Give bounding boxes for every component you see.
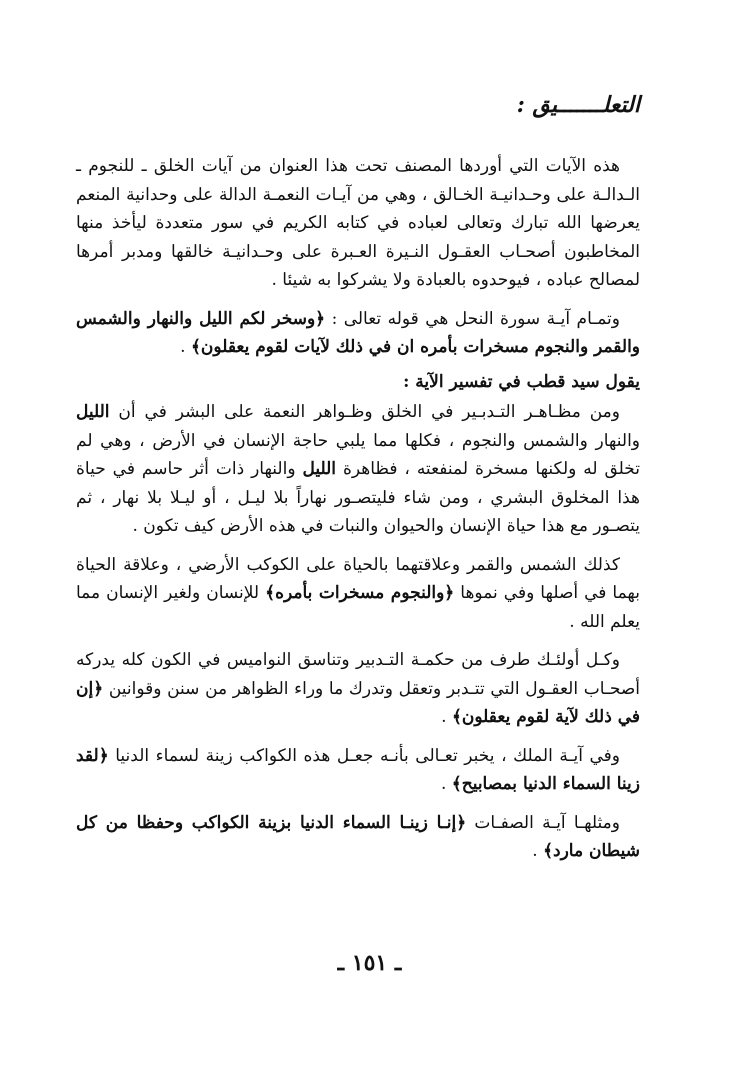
paragraph-7-text-a: ومثلهـا آيـة الصفـات [466, 812, 620, 833]
section-heading: التعلـــــــيق : [516, 92, 640, 118]
paragraph-4-text-b: للإنسان ولغير الإنسان مما يعلم الله . [76, 583, 640, 632]
bold-word-night-2: الليل [302, 459, 337, 479]
paragraph-3-text-c: والنهار ذات أثر حاسم في حياة هذا المخلوق البشري ، ومن شاء فليتصـور نهاراً بلا ليـل ، أو ليـلا بلا نهار ، ثم يتصـور مع هذا حياة الإنسان والحيوان والنبات في هذه الأرض كيف تكون . [76, 459, 640, 536]
paragraph-2-text: وتمـام آيـة سورة النحل هي قوله تعالى : [331, 308, 620, 329]
paragraph-4 [76, 551, 640, 637]
paragraph-4-text-a: كذلك الشمس والقمر وعلاقتهما بالحياة على الكوكب الأرضي ، وعلاقة الحياة بهما في أصلها وفي نموها [76, 554, 640, 603]
paragraph-5-text-b: . [441, 707, 452, 727]
bold-word-night-1: الليل [76, 402, 110, 422]
paragraph-1-text: هذه الآيات التي أوردها المصنف تحت هذا العنوان من آيات الخلق ـ للنجوم ـ الـدالـة على وحـدانيـة الخـالق ، وهي من آيـات النعمـة الدالة على وحدانية المنعم يعرضها الله تبارك وتعالى لعباده في كتابه الكريم في سور متعددة ليأخذ منها المخاطبون أصحـاب العقـول النـيرة العـبرة على وحـدانيـة خالقها ومدبر أمرها لمصالح عباده ، فيوحدوه بالعبادة ولا يشركوا به شيئا . [76, 156, 640, 290]
paragraph-5 [76, 646, 640, 732]
paragraph-3 [76, 398, 640, 541]
quran-verse-mulk: ﴿لقد زينا السماء الدنيا بمصابيح﴾ [76, 745, 640, 794]
page-number: ـ ١٥١ ـ [337, 950, 402, 976]
paragraph-1 [76, 152, 640, 295]
paragraph-7 [76, 809, 640, 866]
paragraph-5-text-a: وكـل أولئـك طرف من حكمـة التـدبير وتناسق النواميس في الكون كله يدركه أصحـاب العقـول التي تتـدبر وتعقل وتدرك ما وراء الظواهر من سنن وقوانين [76, 650, 640, 699]
book-page [76, 88, 640, 1048]
quran-verse-saffat: ﴿إنـا زينـا السماء الدنيا بزينة الكواكب وحفظا من كل شيطان مارد﴾ [76, 812, 640, 861]
paragraph-3-text-a: ومن مظـاهـر التـدبـير في الخلق وظـواهر النعمة على البشر في أن [109, 402, 620, 422]
tafsir-subheading: يقول سيد قطب في تفسير الآية : [403, 371, 640, 392]
paragraph-6-text-a: وفي آيـة الملك ، يخبر تعـالى بأنـه جعـل هذه الكواكب زينة لسماء الدنيا [108, 745, 620, 766]
paragraph-7-text-b: . [532, 841, 544, 861]
quran-verse-stars: ﴿والنجوم مسخرات بأمره﴾ [265, 583, 455, 603]
paragraph-6 [76, 742, 640, 799]
paragraph-3-text-b: والنهار والشمس والنجوم ، فكلها مما يلبي حاجة الإنسان في الأرض ، وهي لم تخلق له ولكنها مسخرة لمنفعته ، فظاهرة [76, 430, 640, 479]
paragraph-2 [76, 305, 640, 362]
quran-verse-sign: ﴿إن في ذلك لآية لقوم يعقلون﴾ [76, 678, 640, 727]
quran-verse-nahl: ﴿وسخر لكم الليل والنهار والشمس والقمر والنجوم مسخرات بأمره ان في ذلك لآيات لقوم يعقلون﴾ [76, 308, 640, 357]
paragraph-2-end: . [180, 337, 191, 357]
paragraph-6-text-b: . [440, 774, 452, 794]
